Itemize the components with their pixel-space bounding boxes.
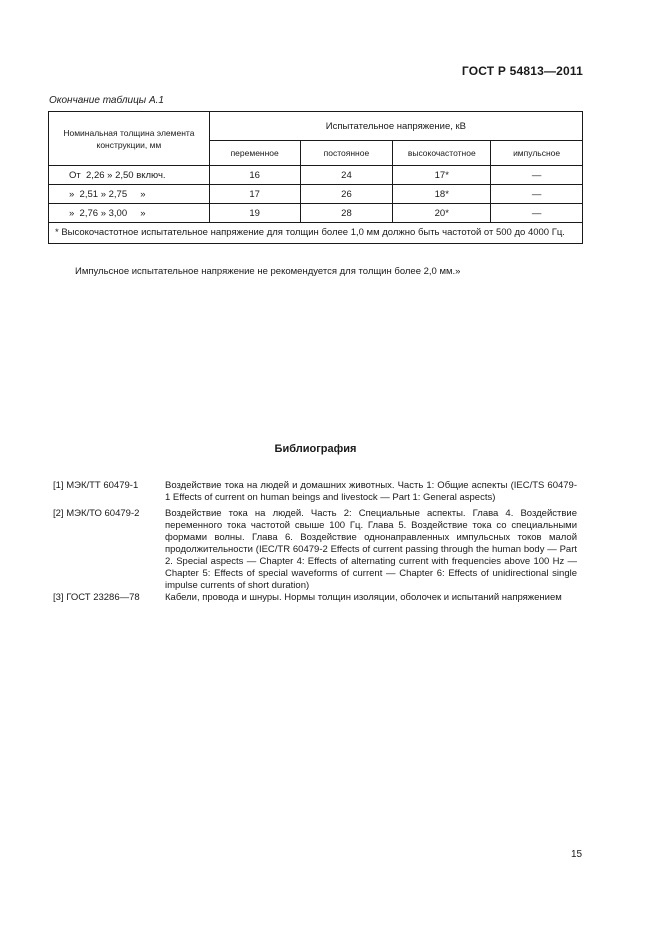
col-header-ac: переменное bbox=[209, 141, 300, 166]
bibliography-text: Кабели, провода и шнуры. Нормы толщин изоляции, оболочек и испытаний напряжением bbox=[165, 592, 562, 603]
row-param: » 2,51 » 2,75 » bbox=[49, 185, 210, 204]
bibliography-ref: [2] МЭК/ТО 60479-2 bbox=[53, 508, 140, 519]
col-header-impulse: импульсное bbox=[491, 141, 583, 166]
row-param: » 2,76 » 3,00 » bbox=[49, 204, 210, 223]
standard-designation: ГОСТ Р 54813—2011 bbox=[461, 64, 583, 78]
impulse-note: Импульсное испытательное напряжение не рекомендуется для толщин более 2,0 мм.» bbox=[75, 266, 461, 277]
col-header-hf: высокочастотное bbox=[393, 141, 491, 166]
param-header: Номинальная толщина элемента конструкции, мм bbox=[49, 112, 210, 166]
cell-dc: 26 bbox=[300, 185, 393, 204]
table-row bbox=[49, 185, 583, 204]
bibliography-item bbox=[53, 592, 577, 604]
bibliography-text: Воздействие тока на людей и домашних животных. Часть 1: Общие аспекты (IEC/TS 60479-1 Effects of current on human beings and livestock — Part 1: General aspects) bbox=[165, 480, 577, 503]
bibliography-item bbox=[53, 480, 577, 504]
cell-dc: 24 bbox=[300, 166, 393, 185]
page-number: 15 bbox=[571, 849, 583, 860]
table-row bbox=[49, 204, 583, 223]
cell-impulse: — bbox=[491, 185, 583, 204]
table-footnote: * Высокочастотное испытательное напряжение для толщин более 1,0 мм должно быть частотой от 500 до 4000 Гц. bbox=[49, 223, 583, 244]
cell-ac: 19 bbox=[209, 204, 300, 223]
cell-hf: 20* bbox=[393, 204, 491, 223]
table-caption: Окончание таблицы А.1 bbox=[49, 95, 164, 106]
bibliography-text: Воздействие тока на людей. Часть 2: Специальные аспекты. Глава 4. Воздействие переменного тока частотой свыше 100 Гц. Глава 5. Воздействие тока со специальными формами волны. Глава 6. Воздействие однонаправленных импульсных токов малой продолжительности (IEC/TR 60479-2 Effects of current passing through the human body — Part 2. Special aspects — Chapter 4: Effects of alternating current with frequencies above 100 Hz — Chapter 5: Effects of special waveforms of current — Chapter 6: Effects of unidirectional single impulse currents of short duration) bbox=[165, 508, 577, 591]
row-param: От 2,26 » 2,50 включ. bbox=[49, 166, 210, 185]
table-row bbox=[49, 166, 583, 185]
cell-ac: 16 bbox=[209, 166, 300, 185]
bibliography-ref: [3] ГОСТ 23286—78 bbox=[53, 592, 140, 603]
cell-hf: 17* bbox=[393, 166, 491, 185]
cell-dc: 28 bbox=[300, 204, 393, 223]
bibliography-title: Библиография bbox=[274, 443, 357, 455]
bibliography-ref: [1] МЭК/ТТ 60479-1 bbox=[53, 480, 139, 491]
voltage-table bbox=[48, 111, 583, 244]
cell-impulse: — bbox=[491, 204, 583, 223]
bibliography-item bbox=[53, 508, 577, 592]
col-header-dc: постоянное bbox=[300, 141, 393, 166]
group-header: Испытательное напряжение, кВ bbox=[209, 112, 582, 141]
cell-impulse: — bbox=[491, 166, 583, 185]
cell-hf: 18* bbox=[393, 185, 491, 204]
cell-ac: 17 bbox=[209, 185, 300, 204]
